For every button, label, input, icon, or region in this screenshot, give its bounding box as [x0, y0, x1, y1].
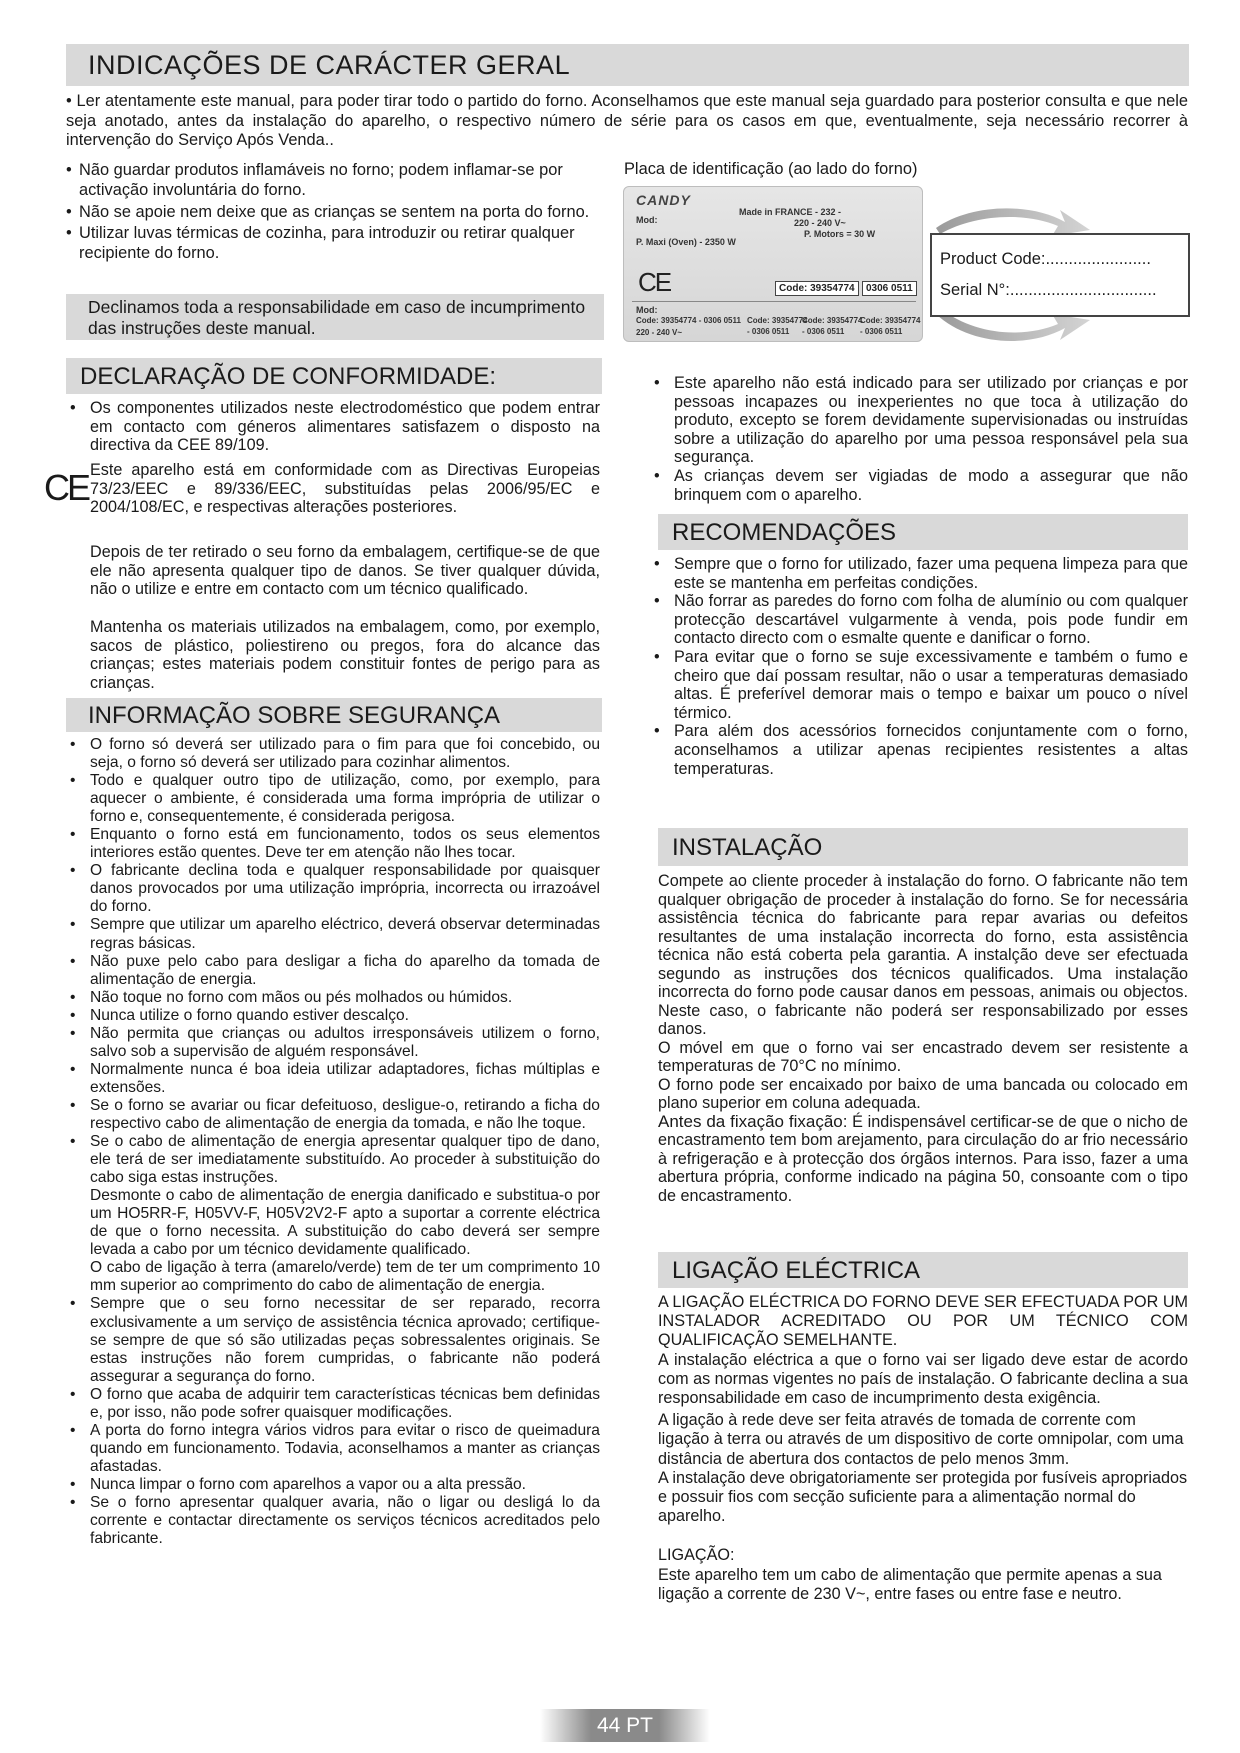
- list-item: • O fabricante declina toda e qualquer responsabilidade por quaisquer danos provocados por uma utilização imprópria, incorrecta ou irrazoável do forno.: [66, 862, 600, 916]
- brand-logo: CANDY: [636, 192, 691, 208]
- list-item: • Normalmente nunca é boa ideia utilizar adaptadores, fichas múltiplas e extensões.: [66, 1061, 600, 1097]
- recommendations-title: RECOMENDAÇÕES: [672, 519, 897, 546]
- list-item: • Todo e qualquer outro tipo de utilização, como, por exemplo, para aquecer o ambiente, é considerada uma forma imprópria de utilizar o forno e, consequentemente, é considerada perigosa.: [66, 772, 600, 826]
- electrical-caps: A LIGAÇÃO ELÉCTRICA DO FORNO DEVE SER EFECTUADA POR UM INSTALADOR ACREDITADO OU POR UM TÉCNICO COM QUALIFICAÇÃO SEMELHANTE.: [658, 1293, 1188, 1350]
- page-number-bar: [540, 1709, 710, 1742]
- plate-code-small-2: Code: 39354774: [747, 316, 808, 325]
- recommendations-bullets: [650, 555, 1188, 778]
- product-code-label: Product Code:.......................: [940, 250, 1151, 268]
- list-item: • Nunca limpar o forno com aparelhos a vapor ou a alta pressão.: [66, 1476, 600, 1494]
- arrow-top: [936, 208, 1090, 236]
- page-number: 44 PT: [596, 1714, 654, 1737]
- plate-pmaxi: P. Maxi (Oven) - 2350 W: [636, 237, 736, 247]
- plate-mod-2: Mod:: [636, 305, 658, 315]
- recommendations-header: [658, 514, 1188, 550]
- plate-ce-mark: CE: [638, 267, 671, 297]
- conformity-title: DECLARAÇÃO DE CONFORMIDADE:: [80, 363, 497, 390]
- children-bullets: [650, 374, 1188, 504]
- plate-serial-main: 0306 0511: [862, 281, 917, 296]
- list-item: • Se o forno se avariar ou ficar defeituoso, desligue-o, retirando a ficha do respectivo cabo de alimentação de energia da tomada, e não lhe toque.: [66, 1097, 600, 1133]
- list-item: • Não toque no forno com mãos ou pés molhados ou húmidos.: [66, 989, 600, 1007]
- safety-header: [66, 698, 602, 732]
- installation-p4-label: Antes da fixação fixação:: [658, 1111, 848, 1131]
- conformity-bullets: [66, 399, 600, 455]
- list-item: • O forno só deverá ser utilizado para o fim para que foi concebido, ou seja, o forno só deverá ser utilizado para cozinhar alimentos.: [66, 736, 600, 772]
- plate-serial-small-3: - 0306 0511: [802, 327, 845, 336]
- plate-code-small-1: Code: 39354774 - 0306 0511: [636, 316, 741, 325]
- general-intro: • Ler atentamente este manual, para poder tirar todo o partido do forno. Aconselhamos que este manual seja guardado para posterior consulta e que nele seja anotado, antes da instalação do aparelho, o respectivo número de série para os casos em que, eventualmente, seja necessário recorrer à intervenção do Serviço Após Venda..: [66, 92, 1188, 149]
- safety-bullets-2: [66, 1295, 600, 1548]
- installation-p4: [658, 1113, 1188, 1206]
- plate-mod: Mod:: [636, 215, 658, 225]
- installation-p4-text: É indispensável certificar-se de que o nicho de encastramento tem bom arejamento, para circulação do ar frio necessário à refrigeração e à protecção dos órgãos internos. Para isso, fazer a uma abertura própria, conforme indicado na página 50, consoante com o tipo de encastramento.: [658, 1112, 1188, 1205]
- list-item: • Se o forno apresentar qualquer avaria, não o ligar ou desligá lo da corrente e contactar directamente os serviços técnicos acreditados pelo fabricante.: [66, 1494, 600, 1548]
- plate-code-small-4: Code: 39354774: [860, 316, 921, 325]
- installation-title: INSTALAÇÃO: [672, 834, 823, 861]
- list-item: • Se o cabo de alimentação de energia apresentar qualquer tipo de dano, ele terá de ser imediatamente substituído. Ao proceder à substituição do cabo siga estas instruções.: [66, 1133, 600, 1187]
- list-item: • Nunca utilize o forno quando estiver descalço.: [66, 1007, 600, 1025]
- list-item: • Não permita que crianças ou adultos irresponsáveis utilizem o forno, salvo sob a supervisão de alguém responsável.: [66, 1025, 600, 1061]
- list-item: • Não guardar produtos inflamáveis no forno; podem inflamar-se por activação involuntária do forno.: [66, 161, 606, 201]
- installation-p3: O forno pode ser encaixado por baixo de uma bancada ou colocado em plano superior em coluna adequada.: [658, 1075, 1188, 1112]
- electrical-title: LIGAÇÃO ELÉCTRICA: [672, 1257, 921, 1284]
- installation-p2: O móvel em que o forno vai ser encastrado devem ser resistente a temperaturas de 70°C no mínimo.: [658, 1038, 1188, 1075]
- plate-volt-small: 220 - 240 V~: [636, 328, 683, 337]
- list-item: • Os componentes utilizados neste electrodoméstico que podem entrar em contacto com géneros alimentares satisfazem o disposto na directiva da CEE 89/109.: [66, 399, 600, 455]
- safety-title: INFORMAÇÃO SOBRE SEGURANÇA: [88, 702, 501, 729]
- general-header: [66, 44, 1189, 86]
- general-bullets: [66, 161, 606, 266]
- installation-header: [658, 828, 1188, 866]
- list-item: • Para evitar que o forno se suje excessivamente e também o fumo e cheiro que daí possam resultar, não o usar a temperaturas demasiado altas. É preferível demorar mais o tempo e baixar um pouco o nível térmico.: [650, 648, 1188, 722]
- conformity-p2: Depois de ter retirado o seu forno da embalagem, certifique-se de que ele não apresenta qualquer tipo de danos. Se tiver qualquer dúvida, não o utilize e entre em contacto com um técnico qualificado.: [90, 543, 600, 599]
- disclaimer-box: [66, 294, 604, 340]
- list-item: • Não puxe pelo cabo para desligar a ficha do aparelho da tomada de alimentação de energia.: [66, 953, 600, 989]
- safety-bullets: [66, 736, 600, 1187]
- list-item: • Este aparelho não está indicado para ser utilizado por crianças e por pessoas incapazes ou inexperientes no que toca à utilização do produto, excepto se forem devidamente supervisionadas ou instruídas sobre a utilização do aparelho por uma pessoa responsável pela sua segurança.: [650, 374, 1188, 467]
- safety-sub2: O cabo de ligação à terra (amarelo/verde) tem de ter um comprimento 10 mm superior ao comprimento do cabo de alimentação de energia.: [90, 1259, 600, 1295]
- electrical-p3: A instalação deve obrigatoriamente ser protegida por fusíveis apropriados e possuir fios com secção suficiente para a alimentação normal do aparelho.: [658, 1468, 1188, 1526]
- serial-no-label: Serial N°:................................: [940, 281, 1157, 299]
- list-item: • Sempre que utilizar um aparelho eléctrico, deverá observar determinadas regras básicas.: [66, 916, 600, 952]
- electrical-p4: Este aparelho tem um cabo de alimentação que permite apenas a sua ligação a corrente de 230 V~, entre fases ou entre fase e neutro.: [658, 1565, 1162, 1603]
- code-panel: [930, 233, 1190, 317]
- plate-made-in: Made in FRANCE - 232 -: [739, 207, 842, 217]
- list-item: • A porta do forno integra vários vidros para evitar o risco de queimadura quando em funcionamento. Todavia, aconselhamos a manter as crianças afastadas.: [66, 1422, 600, 1476]
- list-item: • Para além dos acessórios fornecidos conjuntamente com o forno, aconselhamos a utilizar apenas recipientes resistentes a altas temperaturas.: [650, 722, 1188, 778]
- list-item: • Sempre que o forno for utilizado, fazer uma pequena limpeza para que este se mantenha em perfeitas condições.: [650, 555, 1188, 592]
- plate-divider: [632, 301, 916, 302]
- identification-plate: [623, 186, 923, 342]
- electrical-header: [658, 1252, 1188, 1288]
- general-title: INDICAÇÕES DE CARÁCTER GERAL: [88, 50, 571, 80]
- list-item: • Utilizar luvas térmicas de cozinha, para introduzir ou retirar qualquer recipiente do forno.: [66, 224, 606, 264]
- list-item: • Sempre que o seu forno necessitar de ser reparado, recorra exclusivamente a um serviço de assistência técnica aprovado; certifique-se sempre de que só são utilizadas peças sobressalentes originais. Se estas instruções não forem cumpridas, o fabricante não poderá assegurar a segurança do forno.: [66, 1295, 600, 1385]
- installation-section: [658, 872, 1188, 1205]
- safety-section: [66, 736, 600, 1548]
- conformity-header: [66, 358, 602, 394]
- safety-sub1: Desmonte o cabo de alimentação de energia danificado e substitua-o por um HO5RR-F, H05VV-F, H05V2V2-F apto a suportar a corrente eléctrica de que o forno necessita. A substituição do cabo deverá ser sempre levada a cabo por um técnico devidamente qualificado.: [90, 1187, 600, 1259]
- electrical-p1: A instalação eléctrica a que o forno vai ser ligado deve estar de acordo com as normas vigentes no país de instalação. O fabricante declina a sua responsabilidade em caso de incumprimento desta exigência.: [658, 1350, 1188, 1408]
- list-item: • Não se apoie nem deixe que as crianças se sentem na porta do forno.: [66, 203, 606, 223]
- list-item: • Não forrar as paredes do forno com folha de alumínio ou com qualquer protecção descartável vulgarmente à venda, pois pode fundir em contacto directo com o esmalte quente e danificar o forno.: [650, 592, 1188, 648]
- list-item: • O forno que acaba de adquirir tem características técnicas bem definidas e, por isso, não pode sofrer quaisquer modificações.: [66, 1386, 600, 1422]
- list-item: • Enquanto o forno está em funcionamento, todos os seus elementos interiores estão quentes. Deve ter em atenção não lhes tocar.: [66, 826, 600, 862]
- plate-serial-small-4: - 0306 0511: [860, 327, 903, 336]
- plate-voltage: 220 - 240 V~: [794, 218, 846, 228]
- electrical-p2: A ligação à rede deve ser feita através de tomada de corrente com ligação à terra ou através de um dispositivo de corte omnipolar, com uma distância de abertura dos contactos de pelo menos 3mm.: [658, 1411, 1184, 1468]
- plate-code-main: Code: 39354774: [775, 281, 859, 296]
- ce-mark: CE: [44, 467, 89, 508]
- plate-serial-small-2: - 0306 0511: [747, 327, 790, 336]
- plate-caption: Placa de identificação (ao lado do forno): [624, 160, 918, 178]
- installation-p1: Compete ao cliente proceder à instalação do forno. O fabricante não tem qualquer obrigação de proceder à instalação do forno. Se for necessária assistência técnica do fabricante para repar avarias ou defeitos resultantes de uma instalação incorrecta do forno, esta assistência técnica não está coberta pela garantia. A instalção deve ser efectuada segundo as instruções dos técnicos qualificados. Uma instalação incorrecta do forno pode causar danos em pessoas, animais ou objectos. Neste caso, o fabricante não poderá ser responsabilizado por esses danos.: [658, 872, 1188, 1038]
- electrical-subhead: LIGAÇÃO:: [658, 1546, 735, 1565]
- plate-motors: P. Motors = 30 W: [804, 229, 876, 239]
- disclaimer-text: Declinamos toda a responsabilidade em caso de incumprimento das instruções deste manual.: [88, 297, 586, 338]
- conformity-p1: Este aparelho está em conformidade com as Directivas Europeias 73/23/EEC e 89/336/EEC, substituídas pelas 2006/95/EC e 2004/108/EC, e respectivas alterações posteriores.: [90, 461, 600, 517]
- conformity-p3: Mantenha os materiais utilizados na embalagem, como, por exemplo, sacos de plástico, poliestireno ou pregos, fora do alcance das crianças; estes materiais podem constituir fontes de perigo para as crianças.: [90, 618, 600, 692]
- plate-code-small-3: Code: 39354774: [802, 316, 863, 325]
- electrical-section: [658, 1293, 1188, 1604]
- list-item: • As crianças devem ser vigiadas de modo a assegurar que não brinquem com o aparelho.: [650, 467, 1188, 504]
